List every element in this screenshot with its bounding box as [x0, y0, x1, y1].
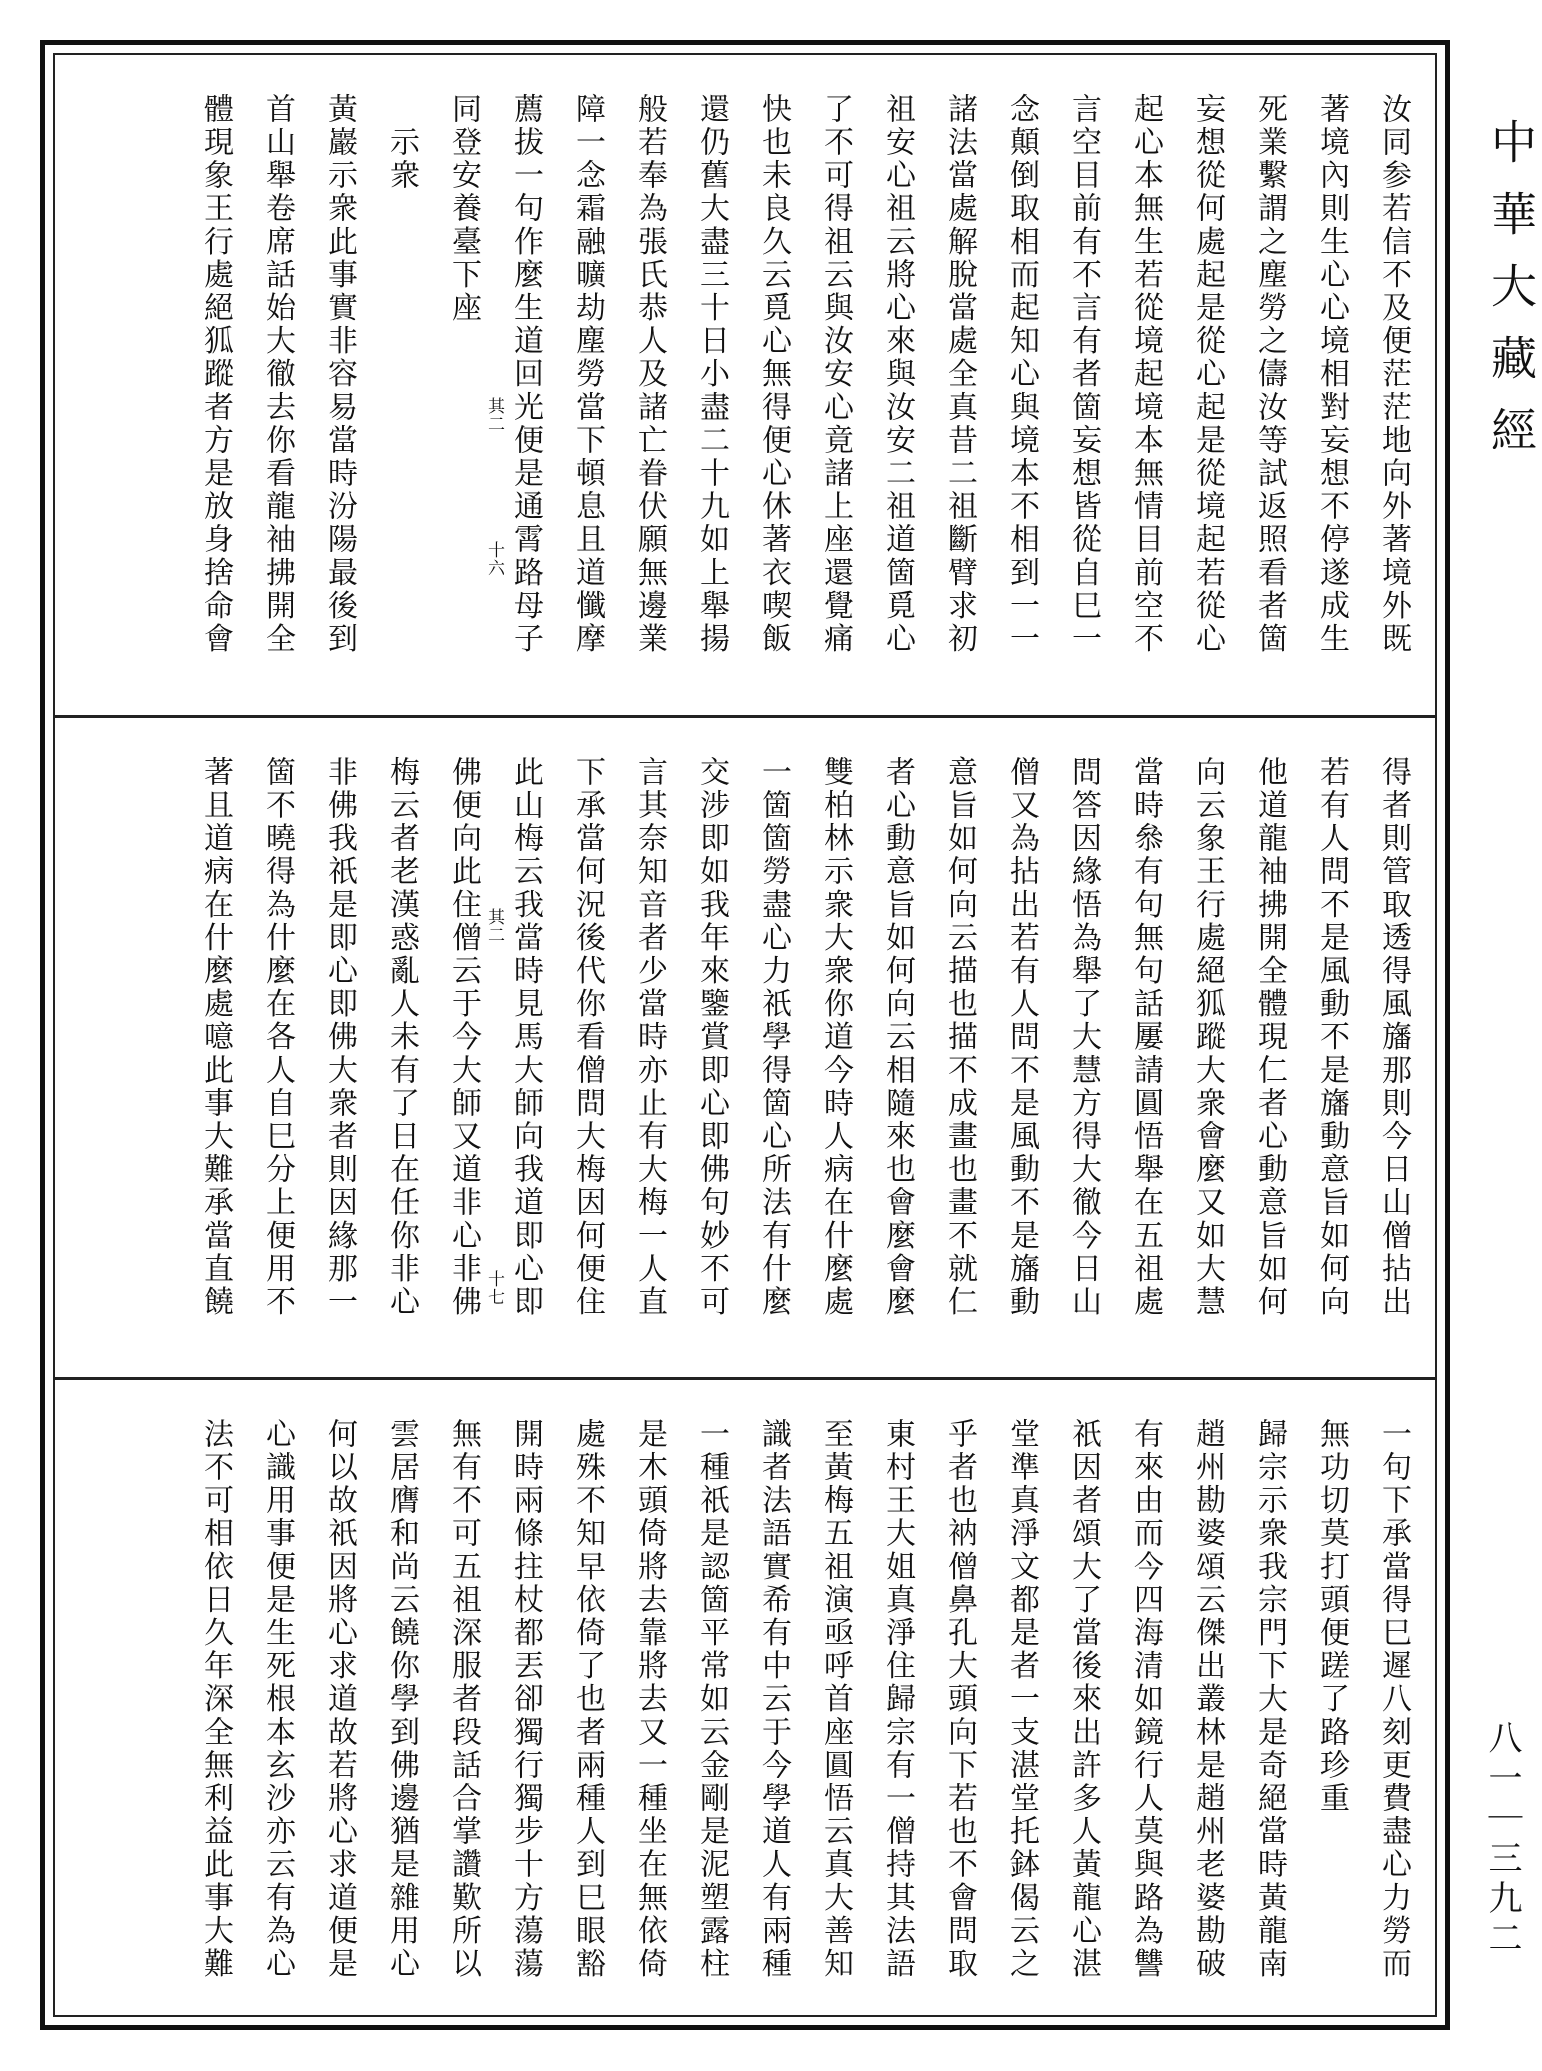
text-panel-1 [55, 55, 1435, 715]
text-column: 識者法語實希有中云于今學道人有兩種 [756, 1418, 791, 1981]
folio-note: 十七 [484, 1270, 504, 1306]
text-column: 諸法當處解脫當處全真昔二祖斷臂求初 [942, 93, 977, 656]
text-column: 還仍舊大盡三十日小盡二十九如上舉揚 [694, 93, 729, 656]
text-column: 者心動意旨如何向云相隨來也會麼會麼 [880, 756, 915, 1319]
text-column: 佛便向此住僧云于今大師又道非心非佛 [446, 756, 481, 1319]
text-column: 何以故祇因將心求道故若將心求道便是 [322, 1418, 357, 1981]
text-column: 開時兩條拄杖都丟卻獨行獨步十方蕩蕩 [508, 1418, 543, 1981]
text-column: 汝同参若信不及便茫茫地向外著境外既 [1376, 93, 1411, 656]
text-column: 死業繫謂之塵勞之儔汝等試返照看者箇 [1252, 93, 1287, 656]
text-column: 趙州勘婆頌云傑出叢林是趙州老婆勘破 [1190, 1418, 1225, 1981]
text-column: 歸宗示衆我宗門下大是奇絕當時黃龍南 [1252, 1418, 1287, 1981]
text-column: 下承當何況後代你看僧問大梅因何便住 [570, 756, 605, 1319]
text-column: 有來由而今四海清如鏡行人莫與路為讐 [1128, 1418, 1163, 1981]
text-column: 無有不可五祖深服者段話合掌讚歎所以 [446, 1418, 481, 1981]
text-column: 僧又為拈出若有人問不是風動不是旛動 [1004, 756, 1039, 1319]
page-frame [40, 40, 1450, 2030]
text-column: 同登安養臺下座 [446, 93, 481, 325]
text-column: 交涉即如我年來鑒賞即心即佛句妙不可 [694, 756, 729, 1319]
text-column: 首山舉卷席話始大徹去你看龍袖拂開全 [260, 93, 295, 656]
text-column: 東村王大姐真淨住歸宗有一僧持其法語 [880, 1418, 915, 1981]
text-column: 意旨如何向云描也描不成畫也畫不就仁 [942, 756, 977, 1319]
text-column: 他道龍袖拂開全體現仁者心動意旨如何 [1252, 756, 1287, 1319]
text-column: 黃巖示衆此事實非容易當時汾陽最後到 [322, 93, 357, 656]
page-frame-inner [53, 53, 1437, 2017]
text-column: 問答因緣悟為舉了大慧方得大徹今日山 [1066, 756, 1101, 1319]
text-panel-3 [55, 1377, 1435, 2015]
text-column: 若有人問不是風動不是旛動意旨如何向 [1314, 756, 1349, 1319]
text-column: 向云象王行處絕狐蹤大衆會麼又如大慧 [1190, 756, 1225, 1319]
text-column: 得者則管取透得風旛那則今日山僧拈出 [1376, 756, 1411, 1319]
text-column: 念顛倒取相而起知心與境本不相到一一 [1004, 93, 1039, 656]
section-note: 其二 [484, 908, 504, 944]
text-column: 著境內則生心心境相對妄想不停遂成生 [1314, 93, 1349, 656]
text-column: 處殊不知早依倚了也者兩種人到巳眼豁 [570, 1418, 605, 1981]
text-column: 一箇箇勞盡心力祇學得箇心所法有什麼 [756, 756, 791, 1319]
section-note: 其二 [484, 397, 504, 433]
text-column: 示衆 [384, 126, 419, 193]
text-column: 當時叅有句無句話屢請圓悟舉在五祖處 [1128, 756, 1163, 1319]
text-column: 雙柏林示衆大衆你道今時人病在什麼處 [818, 756, 853, 1319]
text-column: 至黃梅五祖演亟呼首座圓悟云真大善知 [818, 1418, 853, 1981]
text-column: 法不可相依日久年深全無利益此事大難 [198, 1418, 233, 1981]
text-column: 非佛我祇是即心即佛大衆者則因緣那一 [322, 756, 357, 1319]
text-column: 堂準真淨文都是者一支湛堂托鉢偈云之 [1004, 1418, 1039, 1981]
text-column: 祇因者頌大了當後來出許多人黃龍心湛 [1066, 1418, 1101, 1981]
text-column: 言其奈知音者少當時亦止有大梅一人直 [632, 756, 667, 1319]
text-column: 箇不曉得為什麼在各人自巳分上便用不 [260, 756, 295, 1319]
text-column: 是木頭倚將去靠將去又一種坐在無依倚 [632, 1418, 667, 1981]
folio-note: 十六 [484, 541, 504, 577]
text-column: 祖安心祖云將心來與汝安二祖道箇覓心 [880, 93, 915, 656]
text-column: 薦拔一句作麼生道回光便是通霄路母子 [508, 93, 543, 656]
column-group [173, 756, 1413, 1319]
text-column: 著且道病在什麼處噫此事大難承當直饒 [198, 756, 233, 1319]
text-column: 一句下承當得巳遲八刻更費盡心力勞而 [1376, 1418, 1411, 1981]
text-column: 無功切莫打頭便蹉了路珍重 [1314, 1418, 1349, 1816]
column-group [173, 1418, 1413, 1981]
text-column: 乎者也衲僧鼻孔大頭向下若也不會問取 [942, 1418, 977, 1981]
text-column: 一種祇是認箇平常如云金剛是泥塑露柱 [694, 1418, 729, 1981]
text-panel-2 [55, 715, 1435, 1380]
column-group [173, 93, 1413, 656]
text-column: 雲居膺和尚云饒你學到佛邊猶是雜用心 [384, 1418, 419, 1981]
text-column: 了不可得祖云與汝安心竟諸上座還覺痛 [818, 93, 853, 656]
text-column: 妄想從何處起是從心起是從境起若從心 [1190, 93, 1225, 656]
text-column: 梅云者老漢惑亂人未有了日在任你非心 [384, 756, 419, 1319]
text-column: 障一念霜融曠劫塵勞當下頓息且道懺摩 [570, 93, 605, 656]
page-number: 八一｜三九二 [1482, 1720, 1522, 1960]
text-column: 此山梅云我當時見馬大師向我道即心即 [508, 756, 543, 1319]
text-column: 言空目前有不言有者箇妄想皆從自巳一 [1066, 93, 1101, 656]
text-column: 體現象王行處絕狐蹤者方是放身捨命會 [198, 93, 233, 656]
text-column: 心識用事便是生死根本玄沙亦云有為心 [260, 1418, 295, 1981]
text-column: 般若奉為張氏恭人及諸亡眷伏願無邊業 [632, 93, 667, 656]
collection-title: 中華大藏經 [1484, 118, 1538, 478]
text-column: 起心本無生若從境起境本無情目前空不 [1128, 93, 1163, 656]
text-column: 快也未良久云覓心無得便心休著衣喫飯 [756, 93, 791, 656]
